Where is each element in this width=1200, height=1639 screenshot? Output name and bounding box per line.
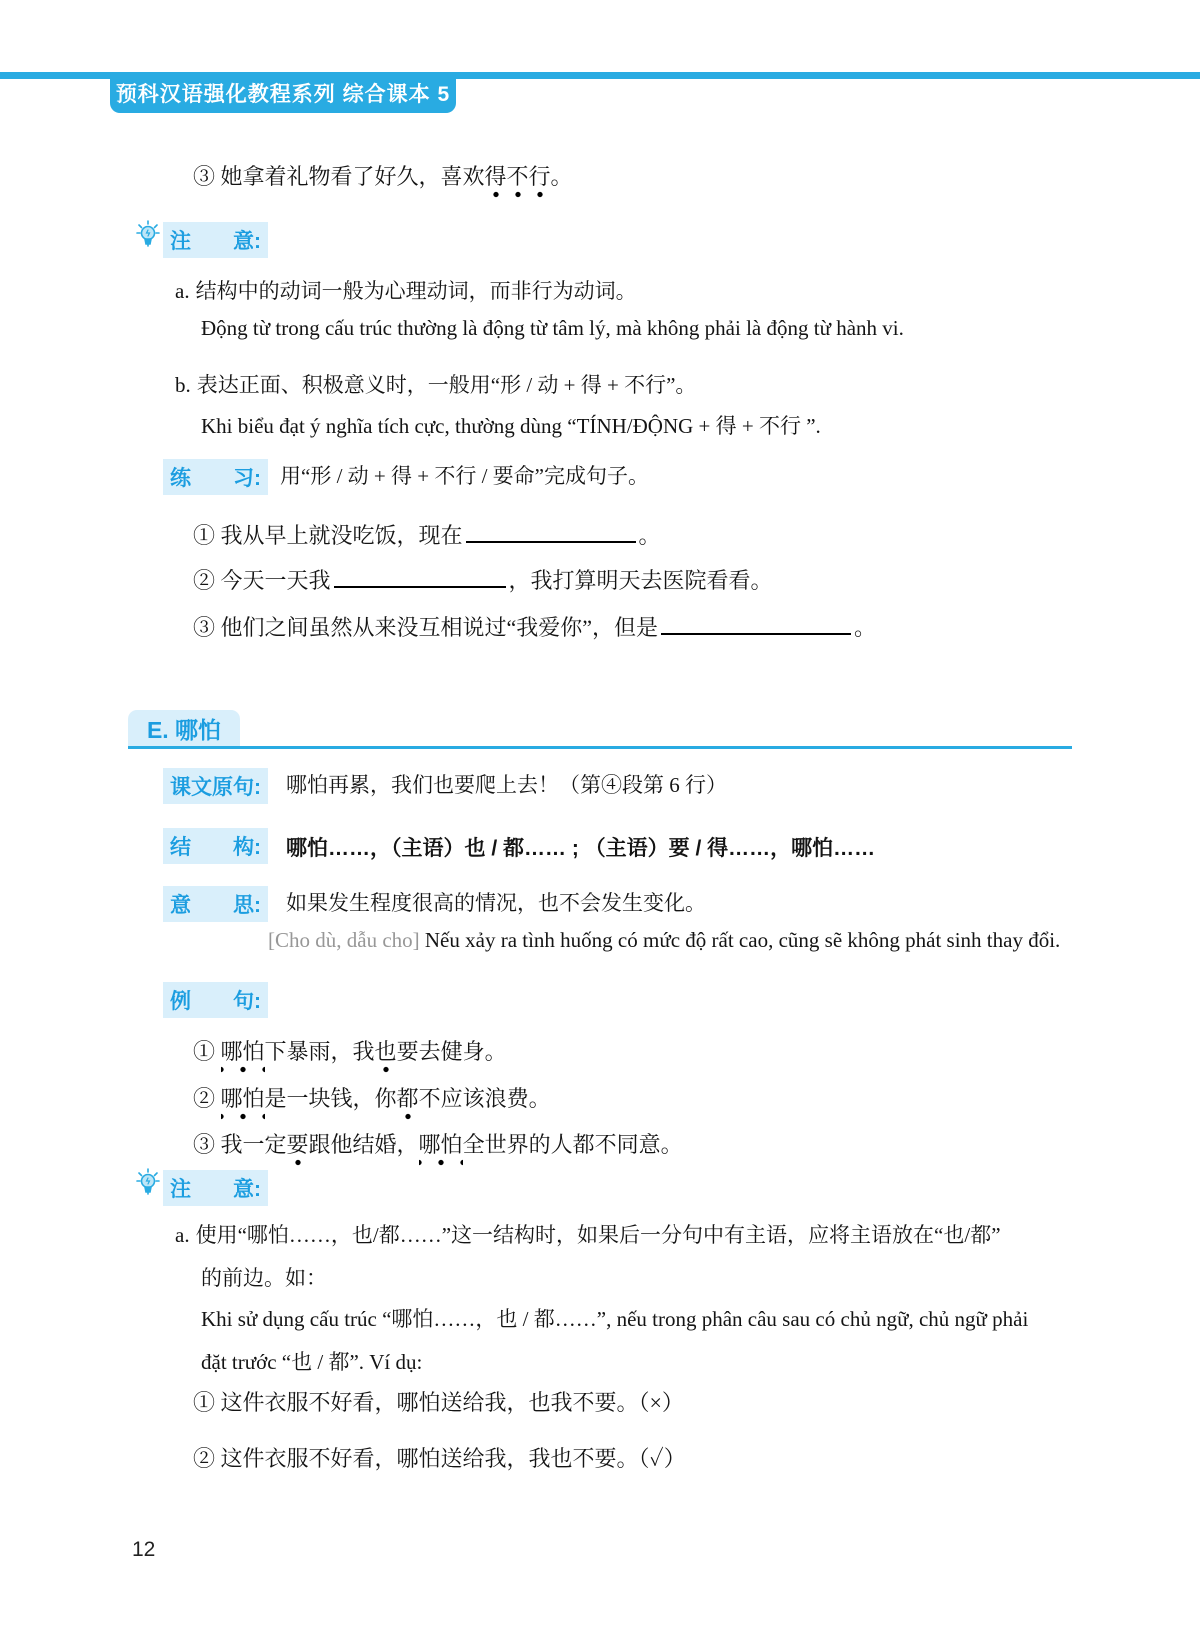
note-text-zh: 使用“哪怕……，也/都……”这一结构时，如果后一分句中有主语，应将主语放在“也/都” <box>195 1223 1001 1247</box>
section-title: E. 哪怕 <box>146 716 222 743</box>
item-letter: a. <box>175 279 190 303</box>
note-text-zh: 结构中的动词一般为心理动词，而非行为动词。 <box>195 279 637 303</box>
example-sentence: ① 哪怕下暴雨，我也要去健身。 <box>193 1035 507 1066</box>
meaning-zh: 如果发生程度很高的情况，也不会发生变化。 <box>286 891 706 915</box>
series-title-badge <box>110 72 456 113</box>
note-text-vi: Khi biểu đạt ý nghĩa tích cực, thường dùng “TÍNH/ĐỘNG + 得 + 不行 ”. <box>201 414 821 438</box>
meaning-label: 意 思: <box>163 886 268 922</box>
section-rule <box>128 746 1072 749</box>
note-text-vi: Động từ trong cấu trúc thường là động từ tâm lý, mà không phải là động từ hành vi. <box>201 316 904 340</box>
source-label: 课文原句: <box>163 768 268 804</box>
example-sentence: ③ 她拿着礼物看了好久，喜欢得不行。 <box>193 160 573 191</box>
structure-label: 结 构: <box>163 828 268 864</box>
examples-label: 例 句: <box>163 982 268 1018</box>
practice-instruction: 用“形 / 动 + 得 + 不行 / 要命”完成句子。 <box>280 464 649 488</box>
series-title: 预科汉语强化教程系列 综合课本 5 <box>115 82 451 106</box>
note-label: 注 意: <box>163 1170 268 1206</box>
item-letter: b. <box>175 373 191 397</box>
meaning-vi <box>268 928 1060 953</box>
note-item <box>175 278 637 304</box>
note-text-vi: đặt trước “也 / 都”. Ví dụ: <box>201 1350 423 1374</box>
lightbulb-icon <box>134 1166 162 1200</box>
structure-pattern: 哪怕……，（主语）也 / 都…… ; （主语）要 / 得……，哪怕…… <box>286 837 876 860</box>
note-item <box>175 372 696 398</box>
example-sentence: ② 哪怕是一块钱，你都不应该浪费。 <box>193 1082 551 1113</box>
meaning-vi-text: Nếu xảy ra tình huống có mức độ rất cao, cũng sẽ không phát sinh thay đổi. <box>419 928 1061 952</box>
note-text-zh: 的前边。如： <box>201 1266 327 1290</box>
practice-item: ① 我从早上就没吃饭，现在 。 <box>193 518 661 550</box>
lightbulb-icon <box>134 218 162 252</box>
note-text-vi: Khi sử dụng cấu trúc “哪怕……，也 / 都……”, nếu trong phân câu sau có chủ ngữ, chủ ngữ phải <box>201 1307 1029 1331</box>
note-text-zh: 表达正面、积极意义时，一般用“形 / 动 + 得 + 不行”。 <box>196 373 697 397</box>
source-sentence: 哪怕再累，我们也要爬上去！（第④段第 6 行） <box>286 773 727 797</box>
item-letter: a. <box>175 1223 190 1247</box>
right-example: ② 这件衣服不好看，哪怕送给我，我也不要。（✓） <box>193 1446 686 1471</box>
section-badge <box>128 710 240 746</box>
wrong-example: ① 这件衣服不好看，哪怕送给我，也我不要。（×） <box>193 1390 684 1415</box>
note-item <box>175 1222 1001 1248</box>
practice-item: ② 今天一天我 ，我打算明天去医院看看。 <box>193 563 773 595</box>
practice-label: 练 习: <box>163 459 268 495</box>
meaning-vi-bracket: [Cho dù, dẫu cho] <box>268 928 420 952</box>
page-number: 12 <box>132 1538 156 1561</box>
note-label: 注 意: <box>163 222 268 258</box>
example-sentence: ③ 我一定要跟他结婚，哪怕全世界的人都不同意。 <box>193 1128 683 1159</box>
practice-item: ③ 他们之间虽然从来没互相说过“我爱你”，但是 。 <box>193 610 876 642</box>
